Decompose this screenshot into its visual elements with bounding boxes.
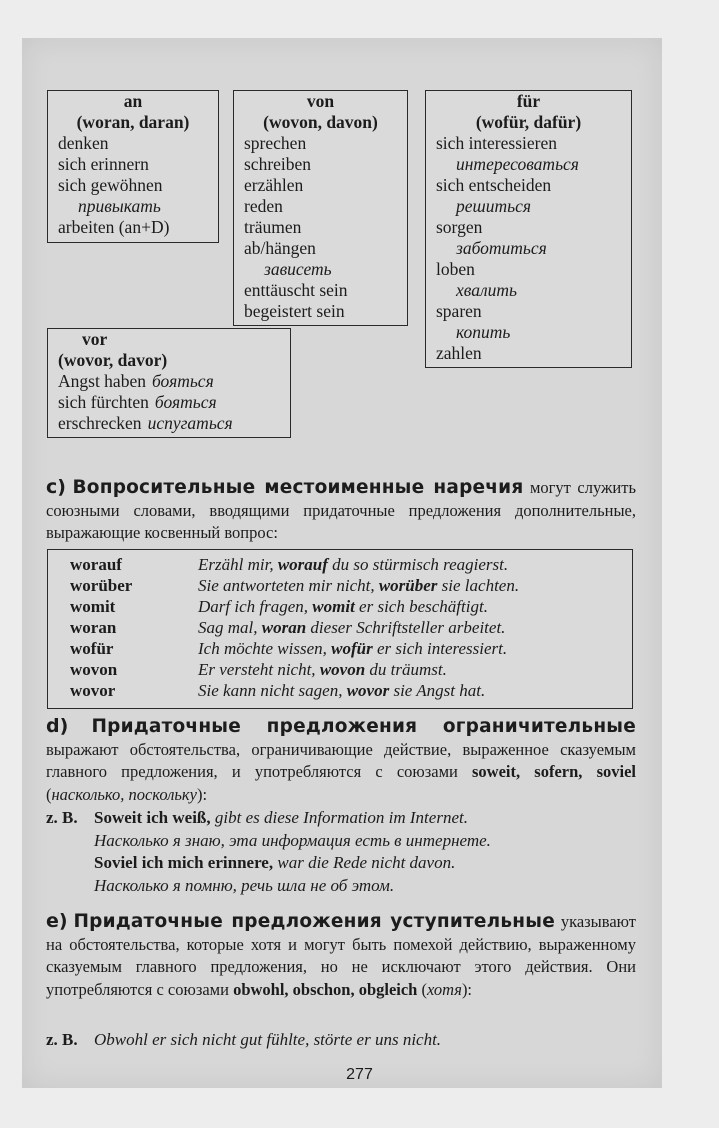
translation: решиться	[456, 196, 531, 216]
verb: erzählen	[244, 175, 304, 195]
table-row	[48, 554, 632, 575]
punctuation: ):	[196, 784, 208, 804]
verb: sorgen	[436, 217, 483, 237]
verb: enttäuscht sein	[244, 280, 348, 300]
translation: копить	[456, 322, 511, 342]
section-e-paragraph: e) Придаточные предложения уступительные указывают на обстоятельства, которые хотя и могут быть помехой действию, выраженному сказуемым главного предложения, но не исключают этого действия. Они употребляются с союзами obwohl, obschon, obgleich (хотя):	[46, 910, 636, 999]
example-sentence: Sie kann nicht sagen, wovor sie Angst hat.	[198, 681, 486, 700]
section-lead: Придаточные предложения уступительные	[73, 911, 555, 932]
adverb: wovor	[70, 681, 116, 700]
table-row	[48, 659, 632, 680]
preposition-box-fur	[425, 90, 632, 368]
example-sentence: Sie antworteten mir nicht, worüber sie lachten.	[198, 576, 520, 595]
verb: träumen	[244, 217, 302, 237]
example-line: z. B. Obwohl er sich nicht gut fühlte, störte er uns nicht.	[46, 1029, 636, 1052]
box-header: von	[306, 91, 335, 111]
section-label: e)	[46, 910, 68, 932]
box-header: vor	[82, 329, 108, 349]
verb: sich gewöhnen	[58, 175, 163, 195]
translation: зависеть	[264, 259, 332, 279]
section-label: d)	[46, 715, 69, 737]
example-sentence: Erzähl mir, worauf du so stürmisch reagierst.	[198, 555, 509, 574]
verb: reden	[244, 196, 283, 216]
example-sentence: Er versteht nicht, wovon du träumst.	[198, 660, 447, 679]
adverb: woran	[70, 618, 117, 637]
preposition-box-vor	[47, 328, 291, 438]
punctuation: ):	[461, 979, 473, 999]
table-row	[48, 575, 632, 596]
section-e-examples	[46, 1029, 636, 1052]
adverb: womit	[70, 597, 116, 616]
example-translation: Насколько я помню, речь шла не об этом.	[94, 875, 395, 895]
preposition-box-an	[47, 90, 219, 243]
verb-pair	[48, 413, 290, 434]
box-subheader: (wovon, davon)	[263, 112, 378, 132]
translation: привыкать	[78, 196, 161, 216]
table-row	[48, 617, 632, 638]
translation: интересоваться	[456, 154, 579, 174]
conjunction-translation: насколько, поскольку	[51, 784, 197, 804]
verb: arbeiten (an+D)	[58, 217, 170, 237]
preposition-box-von	[233, 90, 408, 326]
section-lead: Придаточные предложения ограничительные	[91, 716, 636, 737]
verb: sprechen	[244, 133, 307, 153]
verb: Angst haben	[58, 371, 146, 391]
box-subheader: (wofür, dafür)	[475, 112, 582, 132]
verb: sich interessieren	[436, 133, 557, 153]
verb-pair	[48, 392, 290, 413]
adverb: worüber	[70, 576, 133, 595]
verb: sich fürchten	[58, 392, 149, 412]
translation: хвалить	[456, 280, 517, 300]
example-translation: Насколько я знаю, эта информация есть в интернете.	[94, 830, 491, 850]
section-text: выражают обстоятельства, ограничивающие действие, выраженное сказуемым главного предложения, и употребляются с союзами	[46, 739, 636, 781]
box-subheader: (wovor, davor)	[58, 350, 168, 370]
example-line: z. B. Soweit ich weiß, gibt es diese Information im Internet.	[46, 807, 636, 830]
verb: sparen	[436, 301, 482, 321]
adverb: wofür	[70, 639, 114, 658]
verb: erschrecken	[58, 413, 142, 433]
section-d-examples	[46, 807, 636, 897]
conjunctions: obwohl, obschon, obgleich	[233, 979, 418, 999]
translation: испугаться	[147, 413, 233, 433]
table-row	[48, 596, 632, 617]
section-label: c)	[46, 476, 66, 498]
verb: ab/hängen	[244, 238, 316, 258]
box-subheader: (woran, daran)	[76, 112, 190, 132]
verb-pair	[48, 371, 290, 392]
verb: sich entscheiden	[436, 175, 552, 195]
example-label: z. B.	[46, 1030, 78, 1049]
verb: denken	[58, 133, 109, 153]
example-table	[47, 549, 633, 709]
box-header: für	[516, 91, 541, 111]
conjunctions: soweit, sofern, soviel	[472, 762, 636, 781]
translation: бояться	[154, 392, 217, 412]
page-number: 277	[346, 1066, 373, 1083]
adverb: worauf	[70, 555, 122, 574]
verb: zahlen	[436, 343, 482, 363]
verb: schreiben	[244, 154, 312, 174]
verb: loben	[436, 259, 475, 279]
adverb: wovon	[70, 660, 118, 679]
translation: бояться	[151, 371, 214, 391]
table-row	[48, 680, 632, 701]
box-header: an	[123, 91, 143, 111]
section-lead: Вопросительные местоименные наречия	[72, 477, 524, 498]
verb: sich erinnern	[58, 154, 149, 174]
table-row	[48, 638, 632, 659]
example-sentence: Sag mal, woran dieser Schriftsteller arbeitet.	[198, 618, 506, 637]
section-d-paragraph: d) Придаточные предложения ограничительные выражают обстоятельства, ограничивающие действие, выраженное сказуемым главного предложения, и употребляются с союзами soweit, sofern, soviel (насколько, поскольку):	[46, 715, 636, 804]
translation: заботиться	[456, 238, 547, 258]
section-text: могут служить союзными словами, вводящими придаточные предложения дополнительные, выражающие косвенный вопрос:	[46, 478, 636, 542]
section-text: указывают на обстоятельства, которые хотя и могут быть помехой действию, выраженному сказуемым главного предложения, но не исключают этого действия. Они употребляются с союзами	[46, 912, 636, 999]
example-label: z. B.	[46, 808, 78, 827]
conjunction-translation: хотя	[426, 979, 462, 999]
example-sentence: Darf ich fragen, womit er sich beschäftigt.	[198, 597, 488, 616]
verb: begeistert sein	[244, 301, 345, 321]
example-line: Soviel ich mich erinnere, war die Rede nicht davon.	[94, 853, 456, 872]
section-c-paragraph	[46, 476, 636, 545]
example-sentence: Ich möchte wissen, wofür er sich interessiert.	[198, 639, 508, 658]
